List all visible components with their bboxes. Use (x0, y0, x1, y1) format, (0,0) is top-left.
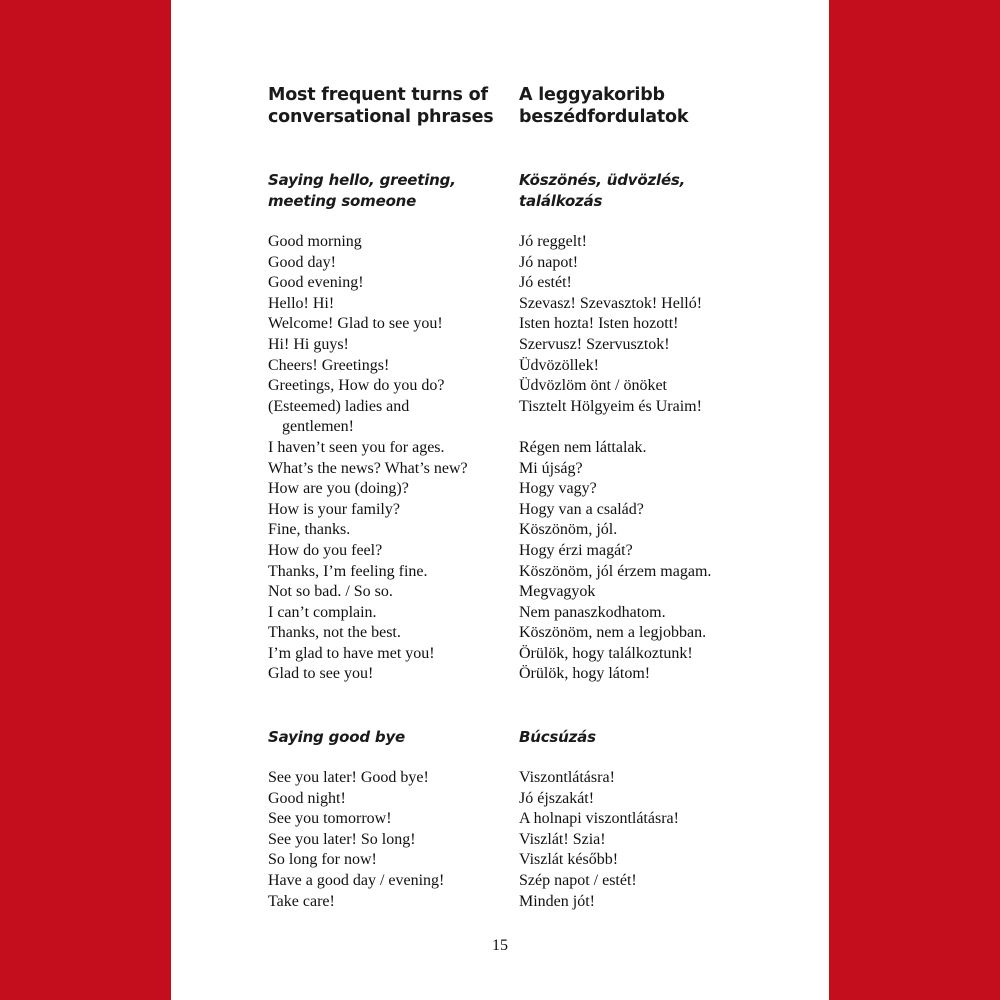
phrase-line: Örülök, hogy látom! (519, 665, 651, 683)
phrase-line: See you later! Good bye! (268, 769, 429, 786)
phrase-line: Hogy vagy? (519, 480, 597, 498)
phrase-line: A holnapi viszontlátásra! (519, 810, 679, 828)
phrase-line: How is your family? (268, 500, 400, 518)
phrase-line: Glad to see you! (268, 665, 374, 683)
phrase-line: So long for now! (268, 851, 377, 869)
phrase-list-goodbye-hungarian (519, 768, 679, 912)
phrase-line: Tisztelt Hölgyeim és Uraim! (519, 397, 702, 415)
phrase-list-greeting-english (268, 232, 468, 685)
phrase-line: Viszontlátásra! (519, 769, 615, 786)
section-heading-greeting-english: Saying hello, greeting, meeting someone (268, 171, 456, 210)
section-heading-goodbye-english: Saying good bye (268, 728, 406, 746)
phrase-line: Jó reggelt! (519, 233, 587, 250)
phrase-line: How are you (doing)? (268, 480, 409, 498)
phrase-line: Szép napot / estét! (519, 871, 637, 889)
blank-line (519, 417, 711, 438)
phrase-line: Üdvözöllek! (519, 356, 599, 374)
phrase-line: Have a good day / evening! (268, 871, 445, 889)
phrase-line: Thanks, not the best. (268, 624, 401, 642)
phrase-line: Fine, thanks. (268, 521, 351, 539)
book-page (171, 0, 829, 1000)
phrase-line-continuation: gentlemen! (282, 418, 354, 436)
section-heading-goodbye-hungarian: Búcsúzás (519, 728, 596, 746)
phrase-line: Greetings, How do you do? (268, 377, 445, 395)
phrase-line: Welcome! Glad to see you! (268, 315, 443, 333)
phrase-line: Köszönöm, jól érzem magam. (519, 562, 712, 580)
phrase-line: Good evening! (268, 274, 364, 292)
phrase-line: I can’t complain. (268, 603, 377, 621)
page-number: 15 (492, 937, 508, 954)
phrase-line: Viszlát! Szia! (519, 830, 606, 848)
phrase-line: Üdvözlöm önt / önöket (519, 377, 667, 395)
phrase-line: Viszlát később! (519, 851, 619, 869)
phrase-line: Szevasz! Szevasztok! Helló! (519, 294, 703, 312)
phrase-line: I’m glad to have met you! (268, 644, 435, 662)
phrase-line: Jó estét! (519, 274, 572, 292)
phrase-line: Régen nem láttalak. (519, 438, 647, 456)
phrase-line: Szervusz! Szervusztok! (519, 335, 670, 353)
phrase-line: How do you feel? (268, 541, 383, 559)
phrase-line: Hogy érzi magát? (519, 541, 633, 559)
phrase-line: Jó éjszakát! (519, 789, 595, 807)
page-title-english: Most frequent turns of conversational phrases (268, 85, 494, 127)
phrase-line: Thanks, I’m feeling fine. (268, 562, 428, 580)
phrase-line: Good day! (268, 253, 336, 271)
phrase-line: Good night! (268, 789, 346, 807)
phrase-line: What’s the news? What’s new? (268, 459, 468, 477)
phrase-line: See you tomorrow! (268, 810, 392, 828)
phrase-line: Megvagyok (519, 583, 596, 601)
phrase-line: Hogy van a család? (519, 500, 644, 518)
phrase-line: I haven’t seen you for ages. (268, 438, 445, 456)
phrase-line: Köszönöm, nem a legjobban. (519, 624, 707, 642)
phrase-line: Minden jót! (519, 892, 595, 910)
phrase-line: Jó napot! (519, 253, 579, 271)
phrase-list-goodbye-english (268, 768, 444, 912)
phrase-line: (Esteemed) ladies and (268, 397, 410, 415)
phrase-line: Mi újság? (519, 459, 583, 477)
phrase-list-greeting-hungarian (519, 232, 711, 685)
phrase-line: Not so bad. / So so. (268, 583, 393, 601)
section-heading-greeting-hungarian: Köszönés, üdvözlés, találkozás (519, 171, 686, 210)
phrase-line: Good morning (268, 233, 362, 250)
phrase-line: Cheers! Greetings! (268, 356, 390, 374)
phrase-line: Örülök, hogy találkoztunk! (519, 644, 693, 662)
phrase-line: See you later! So long! (268, 830, 416, 848)
phrase-line: Hi! Hi guys! (268, 335, 349, 353)
phrase-line: Nem panaszkodhatom. (519, 603, 666, 621)
phrase-line: Hello! Hi! (268, 294, 335, 312)
page-title-hungarian: A leggyakoribb beszédfordulatok (519, 85, 689, 127)
phrase-line: Isten hozta! Isten hozott! (519, 315, 679, 333)
phrase-line: Take care! (268, 892, 335, 910)
phrase-line: Köszönöm, jól. (519, 521, 618, 539)
